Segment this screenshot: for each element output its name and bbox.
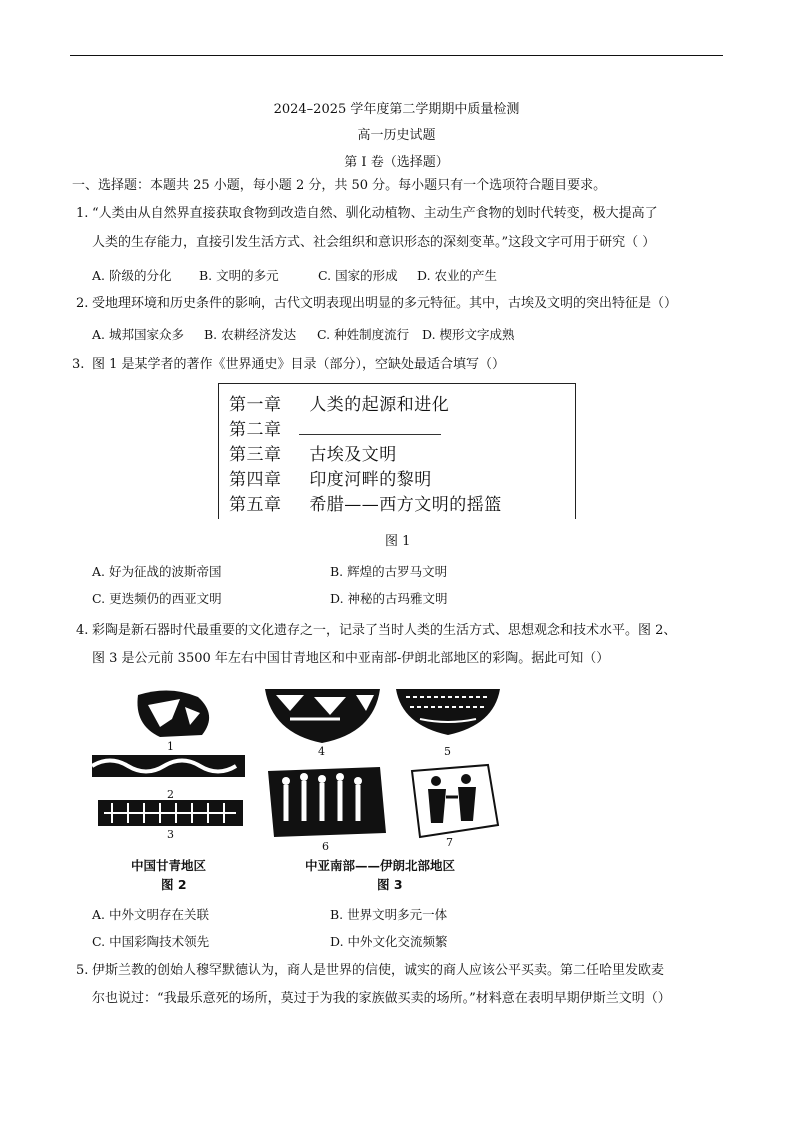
pottery-band-3 bbox=[98, 800, 243, 826]
figure-label-7: 7 bbox=[446, 836, 453, 849]
figure-label-3: 3 bbox=[167, 828, 174, 841]
pottery-figure-illustration bbox=[90, 685, 510, 845]
question-number: 1. bbox=[76, 206, 89, 221]
toc-chapter: 第四章 bbox=[229, 470, 282, 490]
table-of-contents-figure bbox=[218, 383, 576, 519]
toc-row bbox=[229, 490, 502, 515]
toc-title: 人类的起源和进化 bbox=[309, 395, 450, 415]
option-a[interactable]: A. 城邦国家众多 bbox=[92, 327, 184, 342]
toc-row bbox=[229, 440, 397, 465]
figure-caption: 图 1 bbox=[385, 534, 411, 549]
header-rule bbox=[70, 55, 723, 56]
question-stem: 尔也说过：“我最乐意死的场所，莫过于为我的家族做买卖的场所。”材料意在表明早期伊斯兰文明（） bbox=[92, 991, 671, 1006]
question-stem: “人类由从自然界直接获取食物到改造自然、驯化动植物、主动生产食物的划时代转变，极大提高了 bbox=[92, 206, 658, 221]
toc-title: 古埃及文明 bbox=[309, 445, 397, 465]
option-a[interactable]: A. 阶级的分化 bbox=[92, 268, 172, 283]
figure-label-2: 2 bbox=[167, 788, 174, 801]
option-c[interactable]: C. 更迭频仍的西亚文明 bbox=[92, 591, 222, 606]
option-b[interactable]: B. 文明的多元 bbox=[199, 268, 279, 283]
toc-blank-line bbox=[299, 412, 441, 435]
question-stem: 图 3 是公元前 3500 年左右中国甘青地区和中亚南部-伊朗北部地区的彩陶。据此可知（） bbox=[92, 651, 610, 666]
pottery-bowl-5 bbox=[396, 689, 500, 735]
figure-region-left: 中国甘青地区 bbox=[131, 858, 207, 873]
toc-chapter: 第二章 bbox=[229, 420, 282, 440]
exam-title: 2024–2025 学年度第二学期期中质量检测 bbox=[273, 102, 520, 117]
volume-title: 第 Ⅰ 卷（选择题） bbox=[344, 155, 449, 170]
toc-chapter: 第三章 bbox=[229, 445, 282, 465]
option-c[interactable]: C. 中国彩陶技术领先 bbox=[92, 934, 210, 949]
pottery-shard-1 bbox=[137, 690, 209, 737]
option-b[interactable]: B. 农耕经济发达 bbox=[204, 327, 297, 342]
option-b[interactable]: B. 世界文明多元一体 bbox=[330, 907, 448, 922]
figure-caption-right: 图 3 bbox=[377, 877, 403, 892]
option-c[interactable]: C. 国家的形成 bbox=[318, 268, 398, 283]
figure-region-right: 中亚南部——伊朗北部地区 bbox=[305, 858, 456, 873]
option-d[interactable]: D. 中外文化交流频繁 bbox=[330, 934, 448, 949]
question-stem: 图 1 是某学者的著作《世界通史》目录（部分），空缺处最适合填写（） bbox=[92, 357, 506, 372]
toc-title: 希腊——西方文明的摇篮 bbox=[309, 495, 502, 515]
question-number: 4. bbox=[76, 623, 89, 638]
toc-title: 印度河畔的黎明 bbox=[309, 470, 432, 490]
option-b[interactable]: B. 辉煌的古罗马文明 bbox=[330, 564, 448, 579]
question-number: 3. bbox=[72, 357, 85, 372]
question-number: 5. bbox=[76, 963, 89, 978]
toc-row bbox=[229, 465, 432, 490]
figure-label-6: 6 bbox=[322, 840, 329, 853]
figure-caption-left: 图 2 bbox=[161, 877, 187, 892]
option-a[interactable]: A. 中外文明存在关联 bbox=[92, 907, 209, 922]
option-d[interactable]: D. 农业的产生 bbox=[417, 268, 498, 283]
toc-chapter: 第五章 bbox=[229, 495, 282, 515]
question-stem: 彩陶是新石器时代最重要的文化遗存之一，记录了当时人类的生活方式、思想观念和技术水平。图 2、 bbox=[92, 623, 677, 638]
pottery-shard-7 bbox=[412, 765, 498, 837]
figure-label-5: 5 bbox=[444, 745, 451, 758]
question-stem: 伊斯兰教的创始人穆罕默德认为，商人是世界的信使，诚实的商人应该公平买卖。第二任哈里发欧麦 bbox=[92, 963, 665, 978]
pottery-shard-6 bbox=[268, 767, 386, 837]
question-stem: 受地理环境和历史条件的影响，古代文明表现出明显的多元特征。其中，古埃及文明的突出特征是（） bbox=[92, 296, 678, 311]
option-c[interactable]: C. 种姓制度流行 bbox=[317, 327, 410, 342]
section-instructions: 一、选择题：本题共 25 小题，每小题 2 分，共 50 分。每小题只有一个选项符合题目要求。 bbox=[72, 178, 607, 193]
question-number: 2. bbox=[76, 296, 89, 311]
exam-subtitle: 高一历史试题 bbox=[357, 128, 436, 143]
option-d[interactable]: D. 楔形文字成熟 bbox=[422, 327, 515, 342]
question-stem: 人类的生存能力，直接引发生活方式、社会组织和意识形态的深刻变革。”这段文字可用于研究（ ） bbox=[92, 235, 656, 250]
pottery-bowl-4 bbox=[265, 689, 380, 743]
figure-label-4: 4 bbox=[318, 745, 325, 758]
pottery-band-2 bbox=[92, 755, 245, 777]
figure-label-1: 1 bbox=[167, 740, 174, 753]
option-a[interactable]: A. 好为征战的波斯帝国 bbox=[92, 564, 222, 579]
option-d[interactable]: D. 神秘的古玛雅文明 bbox=[330, 591, 448, 606]
toc-row bbox=[229, 415, 282, 440]
toc-chapter: 第一章 bbox=[229, 395, 282, 415]
